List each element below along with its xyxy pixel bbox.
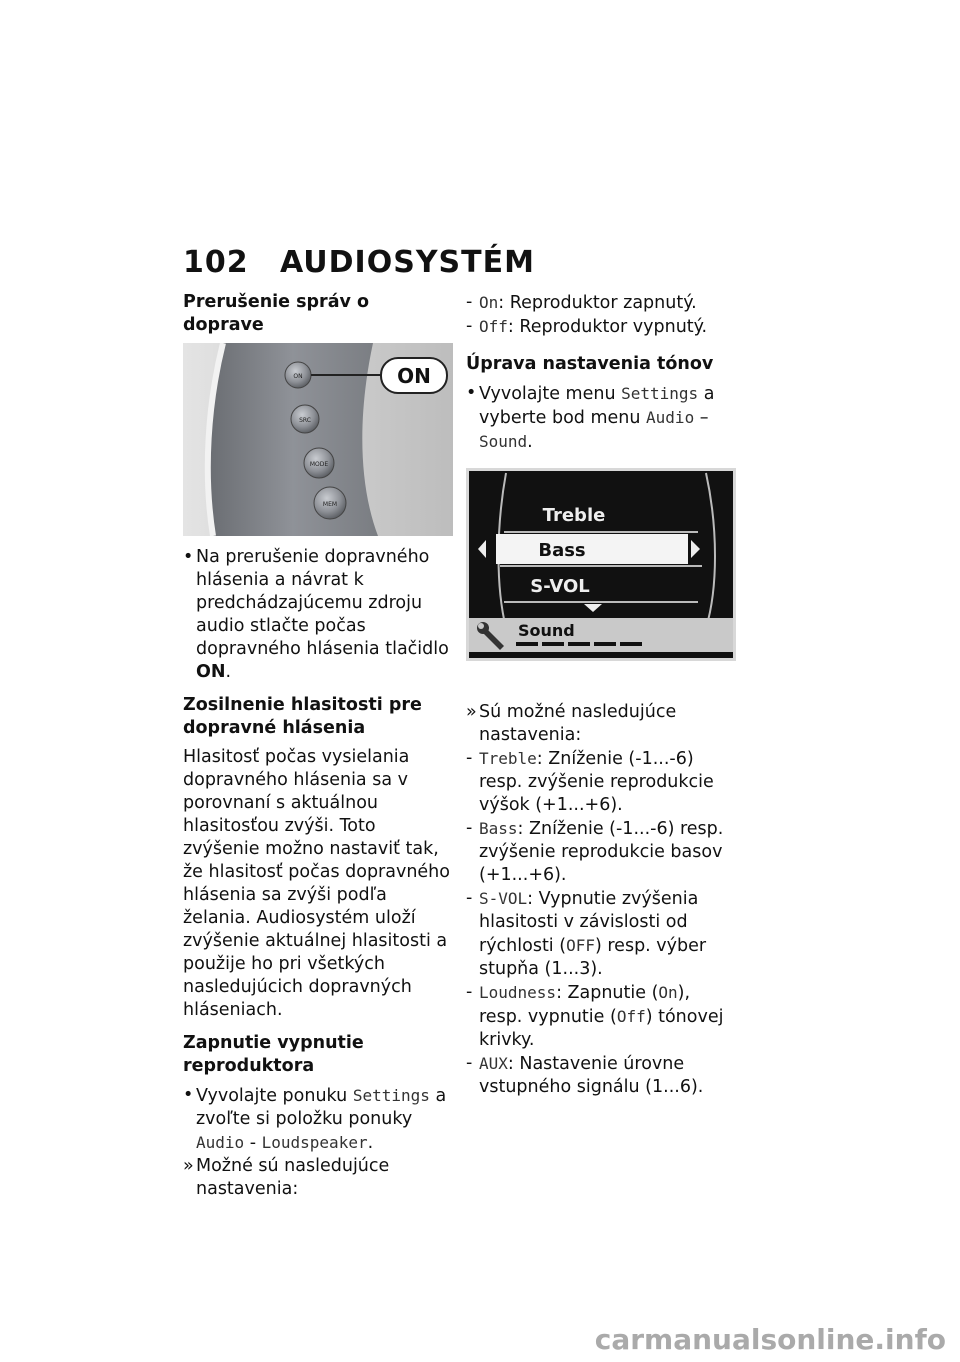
menu-item-s-vol: S-VOL — [530, 576, 590, 597]
page-header — [183, 245, 535, 280]
list-item: » Možné sú nasledujúce nastavenia: — [183, 1156, 390, 1199]
button-src — [291, 405, 319, 433]
list-item: » Sú možné nasledujúce nastavenia: — [466, 702, 677, 745]
menu-footer-sound: Sound — [518, 621, 575, 640]
list-item: - Loudness: Zapnutie (On), resp. vypnutie (Off) tónovej krivky. — [466, 982, 724, 1050]
control-buttons-photo — [183, 343, 453, 536]
list-item: - Treble: Zníženie (-1...-6) resp. zvýšenie reprodukcie výšok (+1...+6). — [466, 748, 714, 815]
button-mem — [314, 487, 346, 519]
button-src-label: SRC — [299, 417, 311, 424]
menu-item-bass: Bass — [538, 540, 586, 561]
list-item: - Bass: Zníženie (-1...-6) resp. zvýšenie reprodukcie basov (+1...+6). — [466, 818, 724, 885]
right-column — [466, 291, 736, 1099]
watermark: carmanualsonline.info — [594, 1323, 946, 1356]
list-item: - S-VOL: Vypnutie zvýšenia hlasitosti v závislosti od rýchlosti (OFF) resp. výber stupňa (1...3). — [466, 888, 707, 979]
page-title: AUDIOSYSTÉM — [280, 245, 535, 280]
list-item: - Off: Reproduktor vypnutý. — [466, 316, 708, 337]
paragraph-volume: Hlasitosť počas vysielania dopravného hlásenia sa v porovnaní s aktuálnou hlasitosťou zvýši. Toto zvýšenie možno nastaviť tak, že hlasitosť počas dopravného hlásenia sa zvýši podľa želania. Audiosystém uloží zvýšenie aktuálnej hlasitosti a použije ho pri všetkých nasledujúcich dopravných hláseniach. — [183, 747, 450, 1020]
level-bar — [516, 642, 642, 646]
page-number: 102 — [183, 245, 249, 280]
button-on-label: ON — [293, 373, 303, 380]
sound-menu-screen — [466, 468, 736, 661]
heading-speaker-toggle: Zapnutie vypnutie reproduktora — [183, 1033, 364, 1076]
heading-traffic-interrupt: Prerušenie správ o doprave — [183, 292, 370, 335]
left-column — [183, 291, 453, 1201]
button-on — [285, 362, 311, 388]
heading-tone-adjust: Úprava nastavenia tónov — [466, 354, 714, 374]
button-mode-label: MODE — [309, 461, 329, 468]
list-item: • Na prerušenie dopravného hlásenia a návrat k predchádzajúcemu zdroju audio stlačte počas dopravného hlásenia tlačidlo ON. — [183, 547, 449, 682]
list-item: • Vyvolajte ponuku Settings a zvoľte si položku ponuky Audio - Loudspeaker. — [183, 1085, 447, 1153]
list-item: - AUX: Nastavenie úrovne vstupného signálu (1...6). — [466, 1053, 704, 1097]
menu-item-treble: Treble — [542, 505, 606, 526]
button-mem-label: MEM — [322, 501, 338, 508]
list-item: - On: Reproduktor zapnutý. — [466, 292, 697, 313]
heading-volume-boost: Zosilnenie hlasitosti pre dopravné hlásenia — [183, 695, 422, 738]
list-item: • Vyvolajte menu Settings a vyberte bod menu Audio – Sound. — [466, 383, 715, 452]
callout-label-on: ON — [397, 364, 431, 388]
button-mode — [304, 448, 334, 478]
menu-selection-bar — [496, 534, 688, 564]
